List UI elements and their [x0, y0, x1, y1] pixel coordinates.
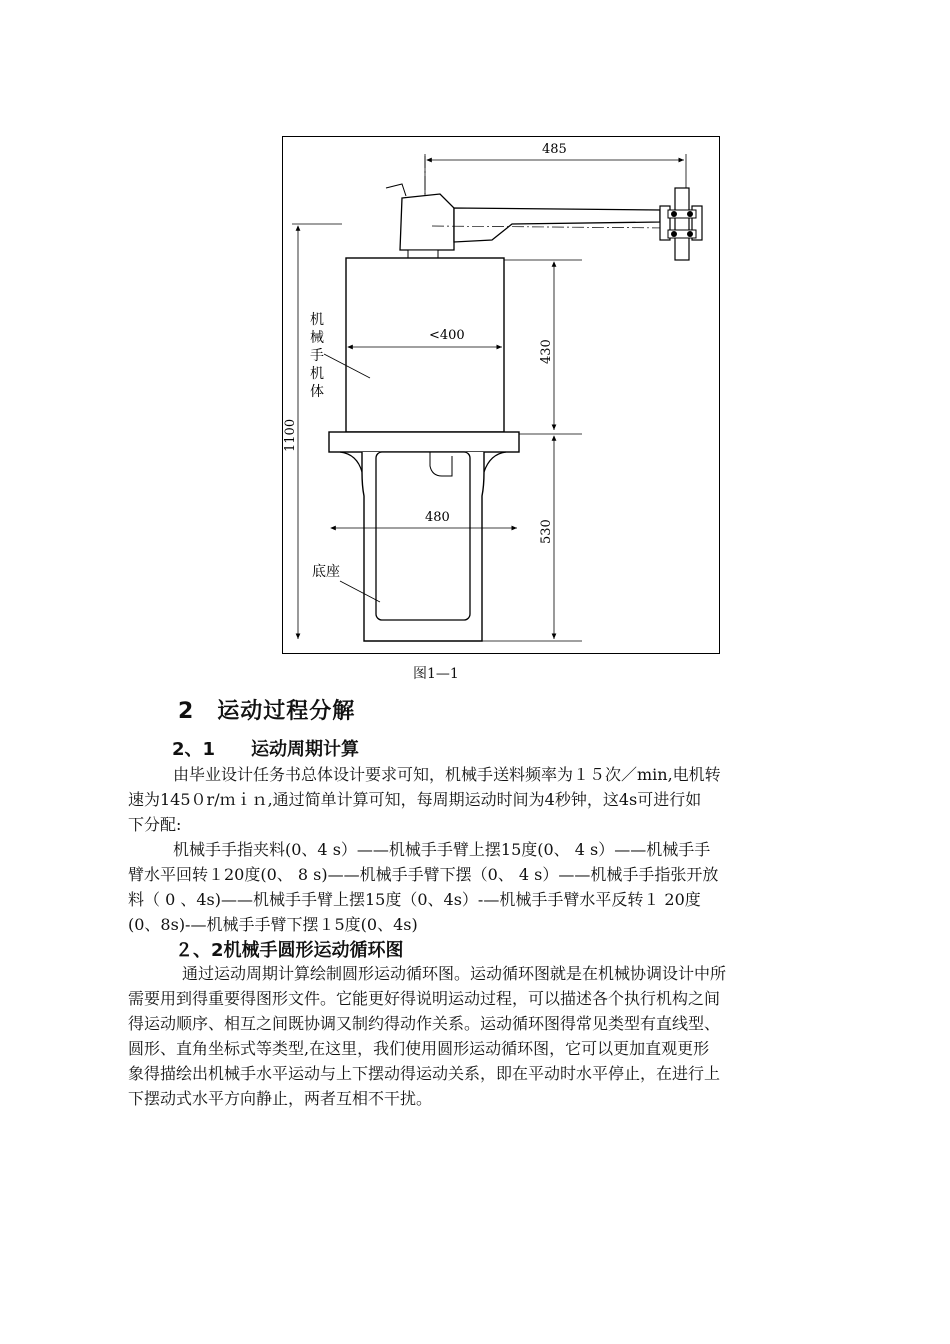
para-line: 机械手手指夹料(0、4 s）——机械手手臂上摆15度(0、 4 s）——机械手手 [173, 840, 711, 859]
base-label: 底座 [312, 564, 340, 580]
dim-485-label: 485 [542, 142, 567, 157]
subsection-heading-1: 2、1 运动周期计算 [172, 739, 360, 760]
paragraph-motion-sequence [128, 837, 838, 937]
para-line: 得运动顺序、相互之间既协调又制约得动作关系。运动循环图得常见类型有直线型、 [128, 1014, 721, 1033]
dim-1100-label: 1100 [283, 418, 298, 452]
arm-beam [454, 208, 660, 242]
para-line: (0、8s)-—机械手手臂下摆１5度(0、4s) [128, 915, 418, 934]
paragraph-cycle-diagram [128, 961, 838, 1111]
base-window [376, 452, 470, 620]
para-line: 料（ 0 、4s)——机械手手臂上摆15度（0、4s）-—机械手手臂水平反转１ 20度 [128, 890, 701, 909]
svg-text:机: 机 [310, 366, 324, 382]
svg-text:机: 机 [310, 312, 324, 328]
dim-430-label: 430 [539, 339, 554, 364]
para-line: 下分配: [128, 815, 182, 834]
para-line: 速为145０r/ｍｉｎ,通过简单计算可知，每周期运动时间为4秒钟，这4s可进行如 [128, 790, 702, 809]
paragraph-cycle-calc [128, 762, 838, 837]
para-line: 臂水平回转１20度(0、 8 s)——机械手手臂下摆（0、 4 s）——机械手手指张开放 [128, 865, 719, 884]
para-line: 由毕业设计任务书总体设计要求可知，机械手送料频率为１５次／min,电机转 [173, 765, 721, 784]
robot-arm-drawing [282, 136, 720, 654]
para-line: 圆形、直角坐标式等类型,在这里，我们使用圆形运动循环图，它可以更加直观更形 [128, 1039, 710, 1058]
para-line: 象得描绘出机械手水平运动与上下摆动得运动关系，即在平动时水平停止，在进行上 [128, 1064, 721, 1083]
gripper-post [675, 188, 689, 260]
dim-base-label: 480 [425, 510, 450, 525]
dim-530-label: 530 [539, 519, 554, 544]
dim-body-label: <400 [429, 328, 465, 343]
subsection-heading-2: ２、2机械手圆形运动循环图 [175, 940, 404, 961]
svg-text:械: 械 [310, 330, 324, 346]
svg-text:手: 手 [310, 348, 324, 364]
arm-head [400, 194, 454, 250]
body-block [346, 258, 504, 432]
svg-text:体: 体 [310, 384, 324, 400]
para-line: 需要用到得重要得图形文件。它能更好得说明运动过程，可以描述各个执行机构之间 [128, 989, 721, 1008]
para-line: 通过运动周期计算绘制圆形运动循环图。运动循环图就是在机械协调设计中所 [182, 964, 727, 983]
figure-caption: 图1—1 [413, 666, 459, 682]
body-label [310, 311, 324, 400]
robot-arm-figure [282, 136, 720, 654]
section-heading: 2 运动过程分解 [178, 699, 356, 724]
para-line: 下摆动式水平方向静止，两者互相不干扰。 [128, 1089, 433, 1108]
flange [329, 432, 519, 452]
